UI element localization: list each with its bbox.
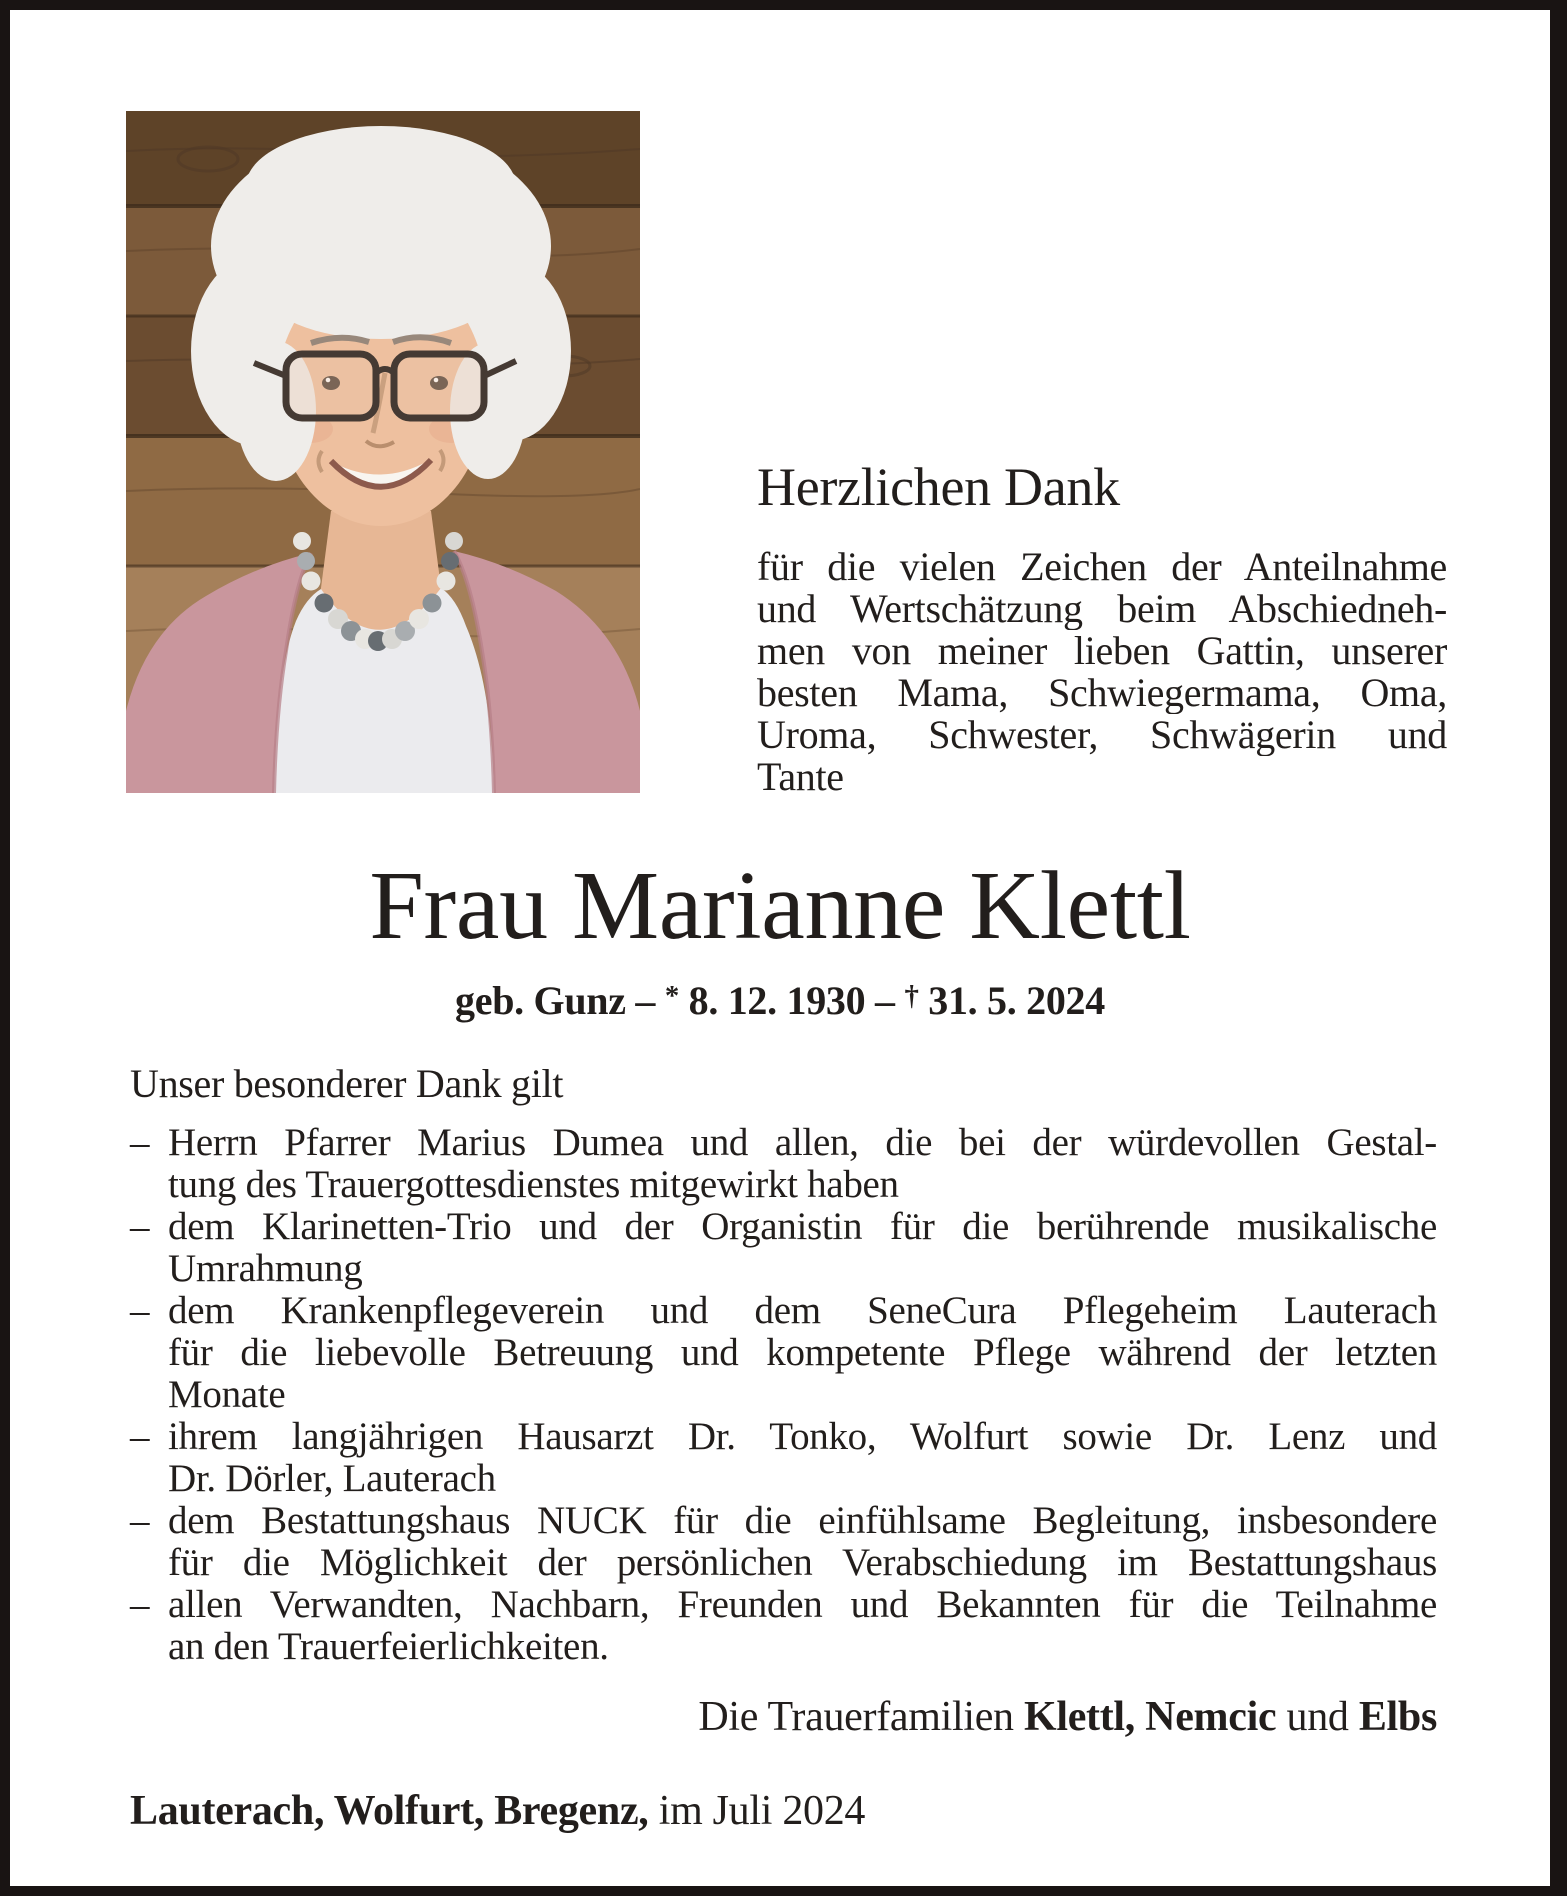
bullet-dash: – <box>130 1583 150 1626</box>
places: Lauterach, Wolfurt, Bregenz, <box>130 1788 649 1834</box>
list-item <box>130 1584 1437 1668</box>
item-line: dem Bestattungshaus NUCK für die einfühlsame Begleitung, insbesondere <box>168 1500 1437 1542</box>
item-line: dem Klarinetten-Trio und der Organistin für die berührende musikalische <box>168 1206 1437 1248</box>
portrait-photo-illustration <box>126 111 640 793</box>
item-line: ihrem langjährigen Hausarzt Dr. Tonko, Wolfurt sowie Dr. Lenz und <box>168 1416 1437 1458</box>
family-name: Elbs <box>1358 1694 1437 1740</box>
list-item <box>130 1290 1437 1416</box>
maiden-name: geb. Gunz – <box>455 978 656 1023</box>
birth-date: 8. 12. 1930 <box>688 978 866 1023</box>
list-item <box>130 1206 1437 1290</box>
family-names: Klettl, Nemcic <box>1023 1694 1277 1740</box>
item-line: dem Krankenpflegeverein und dem SeneCura Pflegeheim Lauterach <box>168 1290 1437 1332</box>
item-line: Herrn Pfarrer Marius Dumea und allen, die bei der würdevollen Gestal- <box>168 1122 1437 1164</box>
item-line: Monate <box>168 1374 286 1416</box>
list-item <box>130 1416 1437 1500</box>
item-line: für die liebevolle Betreuung und kompetente Pflege während der letzten <box>168 1332 1437 1374</box>
bullet-dash: – <box>130 1289 150 1332</box>
item-line: tung des Trauergottesdienstes mitgewirkt haben <box>168 1164 899 1206</box>
list-item <box>130 1122 1437 1206</box>
intro-line: besten Mama, Schwiegermama, Oma, <box>757 672 1447 714</box>
portrait-photo <box>126 111 640 793</box>
thanks-intro: Unser besonderer Dank gilt <box>130 1061 564 1106</box>
bullet-dash: – <box>130 1499 150 1542</box>
intro-line: Tante <box>757 756 844 798</box>
places-date-line <box>130 1788 865 1834</box>
intro-line: für die vielen Zeichen der Anteilnahme <box>757 546 1447 588</box>
death-date: 31. 5. 2024 <box>928 978 1105 1023</box>
intro-paragraph <box>757 546 1447 798</box>
intro-line: und Wertschätzung beim Abschiedneh- <box>757 588 1447 630</box>
closing-prefix: Die Trauerfamilien <box>698 1694 1014 1740</box>
thanks-list <box>130 1122 1437 1668</box>
bullet-dash: – <box>130 1415 150 1458</box>
item-line: an den Trauerfeierlichkeiten. <box>168 1626 609 1668</box>
bullet-dash: – <box>130 1205 150 1248</box>
birth-death-line <box>10 978 1550 1028</box>
deceased-name: Frau Marianne Klettl <box>369 852 1191 960</box>
birth-symbol: * <box>664 980 679 1013</box>
item-line: Umrahmung <box>168 1248 363 1290</box>
closing-conjunction: und <box>1286 1694 1349 1740</box>
dash-separator: – <box>875 978 895 1023</box>
item-line: allen Verwandten, Nachbarn, Freunden und Bekannten für die Teilnahme <box>168 1584 1437 1626</box>
death-symbol: † <box>904 980 919 1013</box>
item-line: Dr. Dörler, Lauterach <box>168 1458 496 1500</box>
date: im Juli 2024 <box>658 1788 866 1834</box>
bullet-dash: – <box>130 1121 150 1164</box>
item-line: für die Möglichkeit der persönlichen Verabschiedung im Bestattungshaus <box>168 1542 1437 1584</box>
thanks-heading: Herzlichen Dank <box>757 457 1120 517</box>
mourning-families-line <box>130 1694 1437 1740</box>
intro-line: men von meiner lieben Gattin, unserer <box>757 630 1447 672</box>
intro-line: Uroma, Schwester, Schwägerin und <box>757 714 1447 756</box>
list-item <box>130 1500 1437 1584</box>
